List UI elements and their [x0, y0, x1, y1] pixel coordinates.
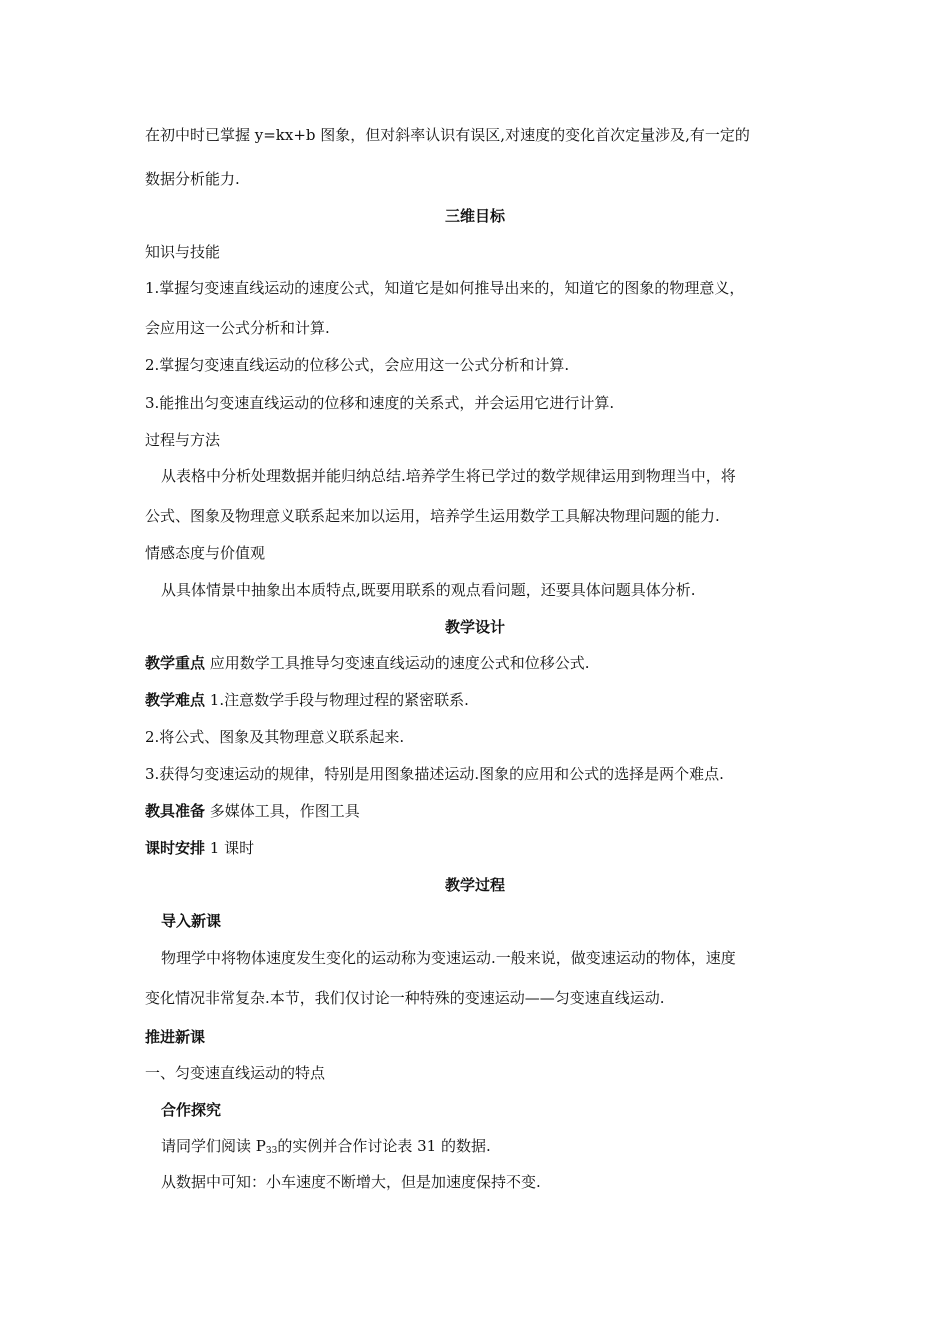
coop-heading: 合作探究	[161, 1101, 222, 1119]
design-heading: 教学设计	[444, 618, 505, 636]
design-tools-text: 多媒体工具，作图工具	[205, 802, 360, 820]
goals-heading: 三维目标	[444, 207, 505, 225]
intro-para-line-2: 变化情况非常复杂.本节，我们仅讨论一种特殊的变速运动——匀变速直线运动.	[145, 989, 665, 1007]
process-para-line-2: 公式、图象及物理意义联系起来加以运用，培养学生运用数学工具解决物理问题的能力.	[145, 507, 720, 525]
design-schedule-text: 1 课时	[205, 839, 255, 857]
process-para-line-1: 从表格中分析处理数据并能归纳总结.培养学生将已学过的数学规律运用到物理当中，将	[161, 467, 736, 485]
emotion-subheading: 情感态度与价值观	[145, 544, 266, 562]
intro-line-2: 数据分析能力.	[145, 170, 240, 188]
process-subheading: 过程与方法	[145, 431, 221, 449]
design-schedule-label: 课时安排	[145, 839, 206, 857]
knowledge-item-1-line-1: 1.掌握匀变速直线运动的速度公式，知道它是如何推导出来的，知道它的图象的物理意义，	[145, 279, 745, 297]
design-difficulty-text: 1.注意数学手段与物理过程的紧密联系.	[205, 691, 469, 709]
coop-line-1	[161, 1136, 491, 1156]
design-difficulty-item-2: 2.将公式、图象及其物理意义联系起来.	[145, 728, 405, 746]
emotion-para: 从具体情景中抽象出本质特点,既要用联系的观点看问题，还要具体问题具体分析.	[161, 581, 696, 599]
process-section-heading: 教学过程	[444, 876, 505, 894]
knowledge-item-2: 2.掌握匀变速直线运动的位移公式，会应用这一公式分析和计算.	[145, 356, 570, 374]
coop-line-1-pre: 请同学们阅读 P	[161, 1137, 266, 1155]
design-difficulty-item-3: 3.获得匀变速运动的规律，特别是用图象描述运动.图象的应用和公式的选择是两个难点.	[145, 765, 724, 783]
design-tools-label: 教具准备	[145, 802, 206, 820]
knowledge-item-3: 3.能推出匀变速直线运动的位移和速度的关系式，并会运用它进行计算.	[145, 394, 615, 412]
design-focus	[145, 653, 590, 673]
coop-line-2: 从数据中可知：小车速度不断增大，但是加速度保持不变.	[161, 1173, 541, 1191]
design-tools	[145, 801, 360, 821]
design-focus-label: 教学重点	[145, 654, 206, 672]
design-difficulty-label: 教学难点	[145, 691, 206, 709]
coop-line-1-sub: 33	[265, 1146, 278, 1156]
part-1-title: 一、匀变速直线运动的特点	[145, 1064, 326, 1082]
knowledge-item-1-line-2: 会应用这一公式分析和计算.	[145, 319, 330, 337]
knowledge-subheading: 知识与技能	[145, 243, 221, 261]
intro-line-1: 在初中时已掌握 y=kx+b 图象，但对斜率认识有误区,对速度的变化首次定量涉及,有一定的	[145, 126, 750, 144]
advance-heading: 推进新课	[145, 1028, 206, 1046]
design-difficulty	[145, 690, 469, 710]
coop-line-1-post: 的实例并合作讨论表 31 的数据.	[277, 1137, 491, 1155]
intro-subheading: 导入新课	[161, 912, 222, 930]
design-focus-text: 应用数学工具推导匀变速直线运动的速度公式和位移公式.	[205, 654, 590, 672]
design-schedule	[145, 838, 254, 858]
intro-para-line-1: 物理学中将物体速度发生变化的运动称为变速运动.一般来说，做变速运动的物体，速度	[161, 949, 736, 967]
